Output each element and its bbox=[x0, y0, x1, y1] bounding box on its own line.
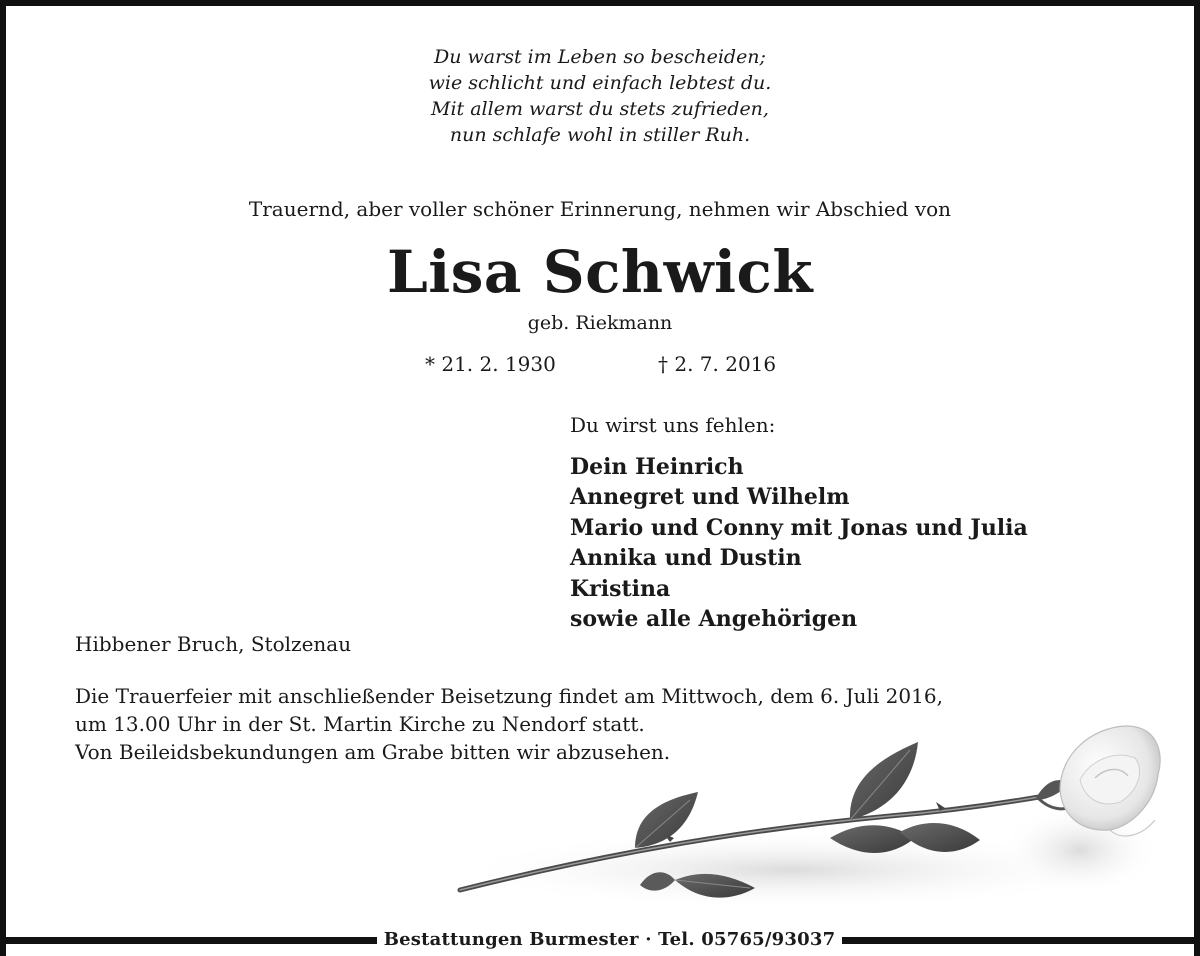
memorial-poem bbox=[300, 44, 900, 148]
funeral-home-footer: Bestattungen Burmester · Tel. 05765/93037 bbox=[383, 929, 836, 950]
maiden-name: geb. Riekmann bbox=[527, 312, 673, 334]
mourner-entry: Annika und Dustin bbox=[570, 545, 802, 572]
place-name: Hibbener Bruch, Stolzenau bbox=[75, 632, 352, 656]
poem-line: wie schlicht und einfach lebtest du. bbox=[428, 72, 772, 94]
footer-rule-right bbox=[842, 937, 1200, 944]
mourner-entry: Dein Heinrich bbox=[570, 454, 744, 480]
mourner-entry: Kristina bbox=[570, 575, 671, 602]
service-line: Die Trauerfeier mit anschließender Beisetzung findet am Mittwoch, dem 6. Juli 2016, bbox=[75, 684, 943, 708]
farewell-intro: Trauernd, aber voller schöner Erinnerung, nehmen wir Abschied von bbox=[248, 197, 952, 221]
mourners-intro: Du wirst uns fehlen: bbox=[570, 413, 776, 437]
birth-date: * 21. 2. 1930 bbox=[425, 352, 556, 376]
mourner-entry: sowie alle Angehörigen bbox=[570, 606, 858, 633]
service-line: um 13.00 Uhr in der St. Martin Kirche zu Nendorf statt. bbox=[75, 712, 645, 736]
poem-line: Du warst im Leben so bescheiden; bbox=[434, 46, 766, 68]
border-corner-left bbox=[0, 944, 6, 956]
mourner-entry: Annegret und Wilhelm bbox=[570, 484, 850, 511]
border-corner-right bbox=[1194, 944, 1200, 956]
mourner-entry: Mario und Conny mit Jonas und Julia bbox=[570, 514, 1028, 541]
poem-line: Mit allem warst du stets zufrieden, bbox=[431, 98, 769, 120]
death-date: † 2. 7. 2016 bbox=[658, 352, 777, 376]
mourners-list bbox=[570, 452, 1028, 634]
footer-rule-left bbox=[0, 937, 377, 944]
rose-image bbox=[420, 720, 1180, 930]
poem-line: nun schlafe wohl in stiller Ruh. bbox=[449, 124, 751, 146]
deceased-name: Lisa Schwick bbox=[386, 238, 814, 306]
service-line: Von Beileidsbekundungen am Grabe bitten wir abzusehen. bbox=[75, 740, 671, 764]
